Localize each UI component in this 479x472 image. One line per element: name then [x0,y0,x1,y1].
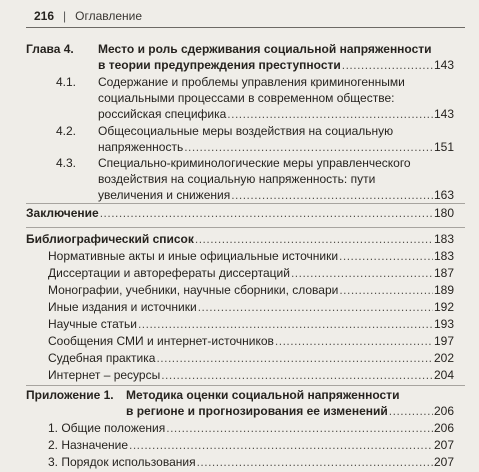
section-title: Специально-криминологические меры управленческого [98,156,411,170]
section-4-3-line2 [98,171,454,188]
appendix1-page: 206 [433,404,454,418]
item-page: 189 [433,283,454,297]
bibliography-item [48,265,454,282]
bibliography-item [48,350,454,367]
section-4-2-line2 [98,139,454,156]
divider [26,227,465,228]
appendix1-label: Приложение 1. [26,388,114,402]
bibliography-title: Библиографический список [26,232,194,246]
item-title: Сообщения СМИ и интернет-источников [48,334,274,348]
appendix1-item [48,454,454,471]
bibliography-item [48,367,454,384]
chapter4-heading [26,41,454,58]
section-4-2-line1 [98,123,454,140]
leader-dots [198,299,433,316]
item-title: Монографии, учебники, научные сборники, словари [48,283,339,297]
section-title: напряженность [98,140,184,154]
section-title: Содержание и проблемы управления криминогенными [98,75,405,89]
section-page: 151 [433,140,454,154]
section-4-1-line2 [98,90,454,107]
leader-dots [339,248,433,265]
conclusion-page: 180 [433,206,454,220]
leader-dots [195,231,433,248]
item-title: Судебная практика [48,351,156,365]
appendix1-item [48,420,454,437]
appendix1-title-line1: Методика оценки социальной напряженности [126,388,400,402]
appendix1-heading [26,387,454,404]
item-title: Научные статьи [48,317,137,331]
leader-dots [161,367,433,384]
chapter4-page: 143 [433,58,454,72]
leader-dots [184,139,433,156]
chapter4-title-line2: в теории предупреждения преступности [98,58,341,72]
chapter4-heading-cont [98,57,454,74]
bibliography-item [48,299,454,316]
appendix1-heading-cont [126,403,454,420]
page-number: 216 [34,9,55,23]
section-number: 4.2. [56,124,77,138]
section-4-1-line1 [98,74,454,91]
divider [26,203,465,204]
conclusion-title: Заключение [26,206,99,220]
leader-dots [166,420,433,437]
item-title: 1. Общие положения [48,421,166,435]
section-4-3-line1 [98,155,454,172]
section-number: 4.1. [56,75,77,89]
item-page: 187 [433,266,454,280]
leader-dots [339,282,433,299]
bibliography-item [48,248,454,265]
header-separator: | [63,9,67,23]
page-header [34,6,459,26]
leader-dots [291,265,433,282]
bibliography-item [48,333,454,350]
leader-dots [197,454,433,471]
item-page: 193 [433,317,454,331]
leader-dots [227,106,433,123]
divider [26,385,465,386]
conclusion-entry [26,205,454,222]
section-4-3-line3 [98,187,454,204]
section-number: 4.3. [56,156,77,170]
item-page: 202 [433,351,454,365]
bibliography-item [48,316,454,333]
bibliography-item [48,282,454,299]
item-page: 207 [433,455,454,469]
item-title: Интернет – ресурсы [48,368,161,382]
item-title: Нормативные акты и иные официальные источники [48,249,339,263]
item-title: Иные издания и источники [48,300,197,314]
header-rule [26,27,465,28]
section-title: социальными процессами в современном обществе: [98,91,395,105]
item-page: 197 [433,334,454,348]
appendix1-item [48,437,454,454]
item-page: 183 [433,249,454,263]
item-title: 3. Порядок использования [48,455,196,469]
item-page: 204 [433,368,454,382]
bibliography-page: 183 [433,232,454,246]
item-page: 207 [433,438,454,452]
leader-dots [275,333,433,350]
leader-dots [138,316,433,333]
section-title: увеличения и снижения [98,188,231,202]
section-title: российская специфика [98,107,227,121]
leader-dots [100,205,433,222]
section-title: Общесоциальные меры воздействия на социальную [98,124,394,138]
section-page: 143 [433,107,454,121]
item-title: 2. Назначение [48,438,129,452]
item-page: 206 [433,421,454,435]
chapter4-label: Глава 4. [26,42,74,56]
leader-dots [129,437,433,454]
section-page: 163 [433,188,454,202]
leader-dots [342,57,433,74]
chapter4-title-line1: Место и роль сдерживания социальной напряженности [98,42,432,56]
bibliography-entry [26,231,454,248]
leader-dots [389,403,433,420]
section-title: воздействия на социальную напряженность: пути [98,172,376,186]
item-page: 192 [433,300,454,314]
section-4-1-line3 [98,106,454,123]
leader-dots [231,187,433,204]
leader-dots [156,350,433,367]
item-title: Диссертации и авторефераты диссертаций [48,266,290,280]
running-title: Оглавление [75,9,143,23]
appendix1-title-line2: в регионе и прогнозирования ее изменений [126,404,388,418]
